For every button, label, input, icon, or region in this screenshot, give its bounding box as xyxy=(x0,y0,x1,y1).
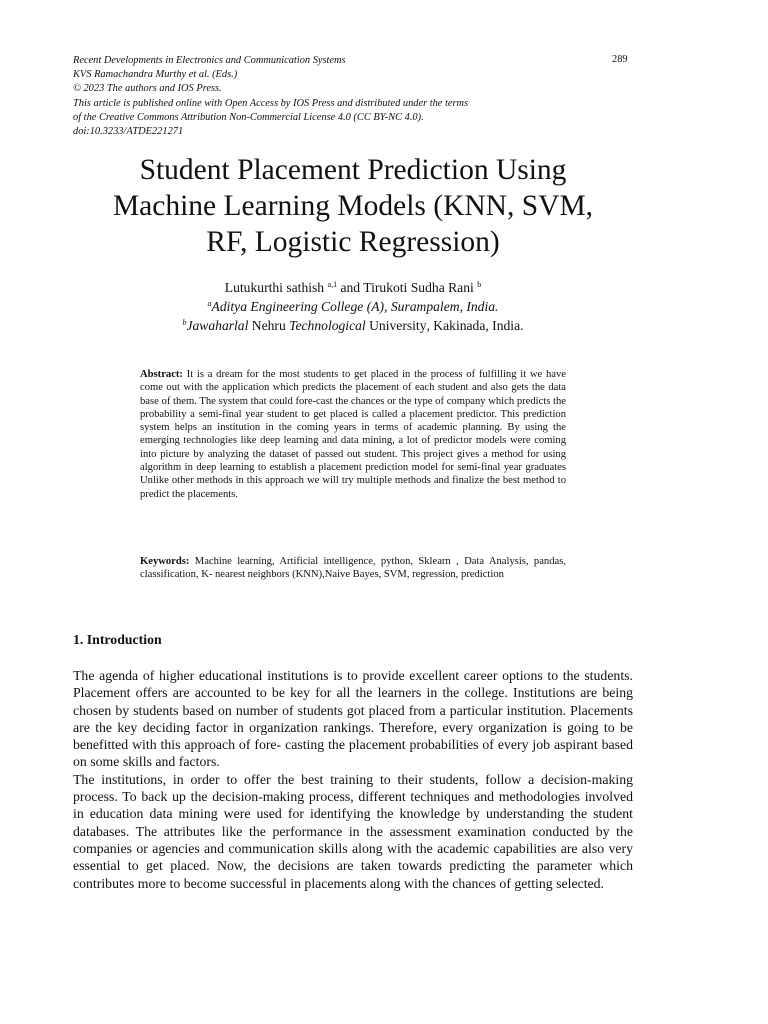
author-affiliation-mark: b xyxy=(477,280,482,289)
author-conjunction: and xyxy=(337,280,364,295)
title-line: RF, Logistic Regression) xyxy=(206,226,500,258)
keywords-label: Keywords: xyxy=(140,556,190,567)
affiliation-text: , xyxy=(426,318,430,333)
affiliation-text: Kakinada, India. xyxy=(429,318,524,333)
section-body xyxy=(73,667,633,892)
title-line: Student Placement Prediction Using xyxy=(139,154,567,186)
affiliation-mark: b xyxy=(182,318,187,327)
affiliation-text: Jawaharlal xyxy=(186,318,249,333)
header-line: © 2023 The authors and IOS Press. xyxy=(73,83,222,95)
header-line: of the Creative Commons Attribution Non-Commercial License 4.0 (CC BY-NC 4.0). xyxy=(73,111,424,123)
body-paragraph: The institutions, in order to offer the best training to their students, follow a decision-making process. To back up the decision-making process, different techniques and methodologies involved in education data mining were used for identifying the knowledge by understanding the student databases. The attributes like the performance in the assessment examination conducted by the companies or agencies and communication skills along with the academic capabilities are also very essential to get placed. Now, the decisions are taken towards predicting the parameter which contributes more to become successful in placements along with the chances of getting selected. xyxy=(73,771,633,891)
paper-title xyxy=(73,152,633,260)
abstract-text: It is a dream for the most students to get placed in the process of fulfilling it we have come out with the application which predicts the placement of each student and also gets the data base of them. The system that could fore-cast the chances or the type of company which predicts the probability a semi-final year student to get placed is called a placement predictor. This prediction system helps an institution in the coming years in terms of academic planning. By using the emerging technologies like deep learning and data mining, a lot of predictor models were coming into picture by analyzing the dataset of passed out student. This project gives a method for using algorithm in deep learning to establish a placement prediction model for semi-final year graduates Unlike other methods in this approach we will try multiple methods and finalize the best method to predict the placements. xyxy=(140,369,566,500)
header-line: Recent Developments in Electronics and Communication Systems xyxy=(73,55,346,66)
affiliation-text: Technological xyxy=(289,318,366,333)
affiliation-a xyxy=(73,297,633,316)
abstract-label: Abstract: xyxy=(140,369,183,380)
title-line: Machine Learning Models (KNN, SVM, xyxy=(112,190,594,222)
author-name: Lutukurthi sathish xyxy=(224,280,325,295)
affiliation-text: University xyxy=(365,318,427,333)
affiliation-text: Aditya Engineering College (A), Surampalem, India. xyxy=(211,299,499,314)
author-affiliation-mark: a,1 xyxy=(327,280,338,289)
running-header xyxy=(73,54,633,139)
abstract xyxy=(140,368,566,501)
header-line: This article is published online with Open Access by IOS Press and distributed under the terms xyxy=(73,97,469,109)
affiliation-b xyxy=(73,316,633,335)
keywords xyxy=(140,555,566,582)
section-heading: 1. Introduction xyxy=(73,632,162,647)
page-number: 289 xyxy=(612,54,628,65)
affiliation-mark: a xyxy=(207,299,212,308)
body-paragraph: The agenda of higher educational institutions is to provide excellent career options to the students. Placement offers are accounted to be key for all the learners in the college. Institutions are being chosen by students based on number of students got placed from a particular institution. Placements are the key deciding factor in organization rankings. Therefore, every organization is going to be benefitted with this approach of fore- casting the placement probabilities of every job aspirant based on some skills and factors. xyxy=(73,668,633,770)
header-line: doi:10.3233/ATDE221271 xyxy=(73,126,184,138)
author-block xyxy=(73,278,633,335)
author-name: Tirukoti Sudha Rani xyxy=(363,280,474,295)
keywords-text: Machine learning, Artificial intelligence, python, Sklearn , Data Analysis, pandas, classification, K- nearest neighbors (KNN),Naive Bayes, SVM, regression, prediction xyxy=(140,556,566,581)
affiliation-text: Nehru xyxy=(248,318,290,333)
author-line xyxy=(73,278,633,297)
header-line: KVS Ramachandra Murthy et al. (Eds.) xyxy=(73,69,238,81)
